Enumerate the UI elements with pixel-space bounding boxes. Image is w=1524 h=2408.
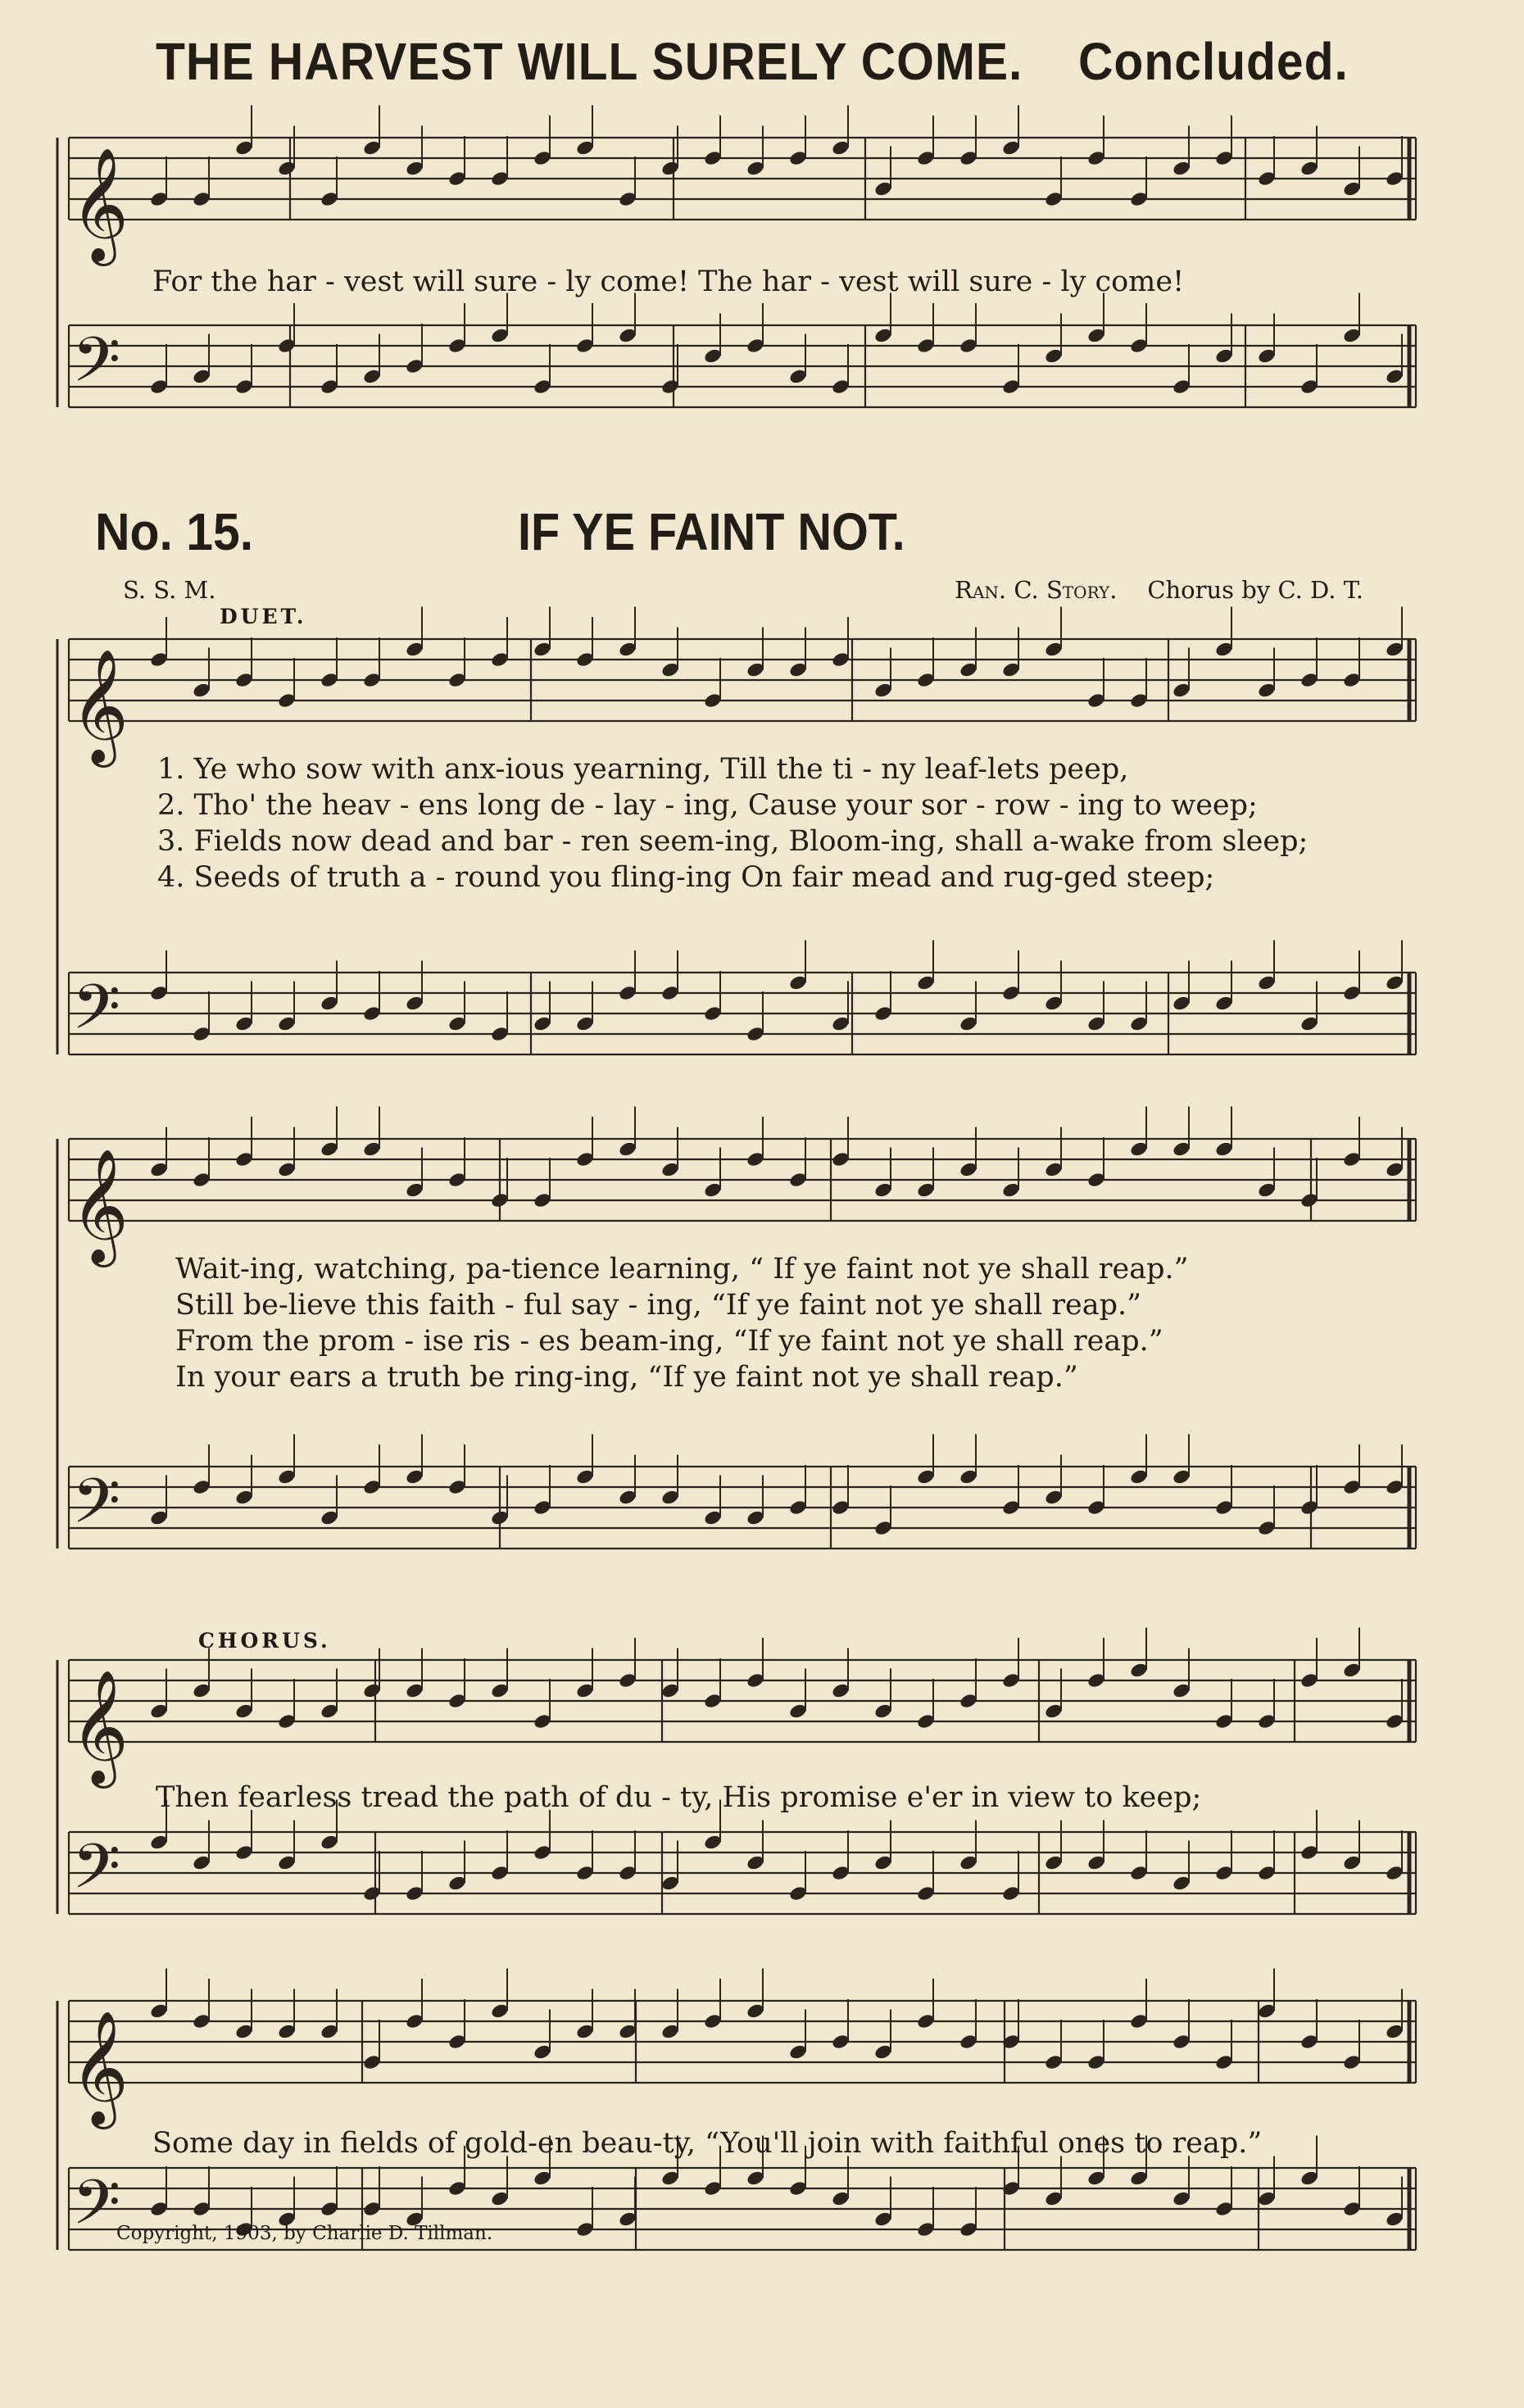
hymn-number: No. 15. <box>95 502 254 561</box>
verse-3-line-1: 3. Fields now dead and bar - ren seem-ing, Bloom-ing, shall a-wake from sleep; <box>157 825 1309 858</box>
composer-credit <box>955 576 1363 604</box>
svg-text:𝄞: 𝄞 <box>70 147 129 261</box>
top-system-lyric: For the har - vest will sure - ly come! The har - vest will sure - ly come! <box>152 265 1185 298</box>
svg-text:𝄢: 𝄢 <box>72 324 121 411</box>
svg-text:𝄞: 𝄞 <box>70 1670 129 1784</box>
copyright-notice: Copyright, 1903, by Charlie D. Tillman. <box>116 2223 493 2244</box>
verse-2-line-2: Still be-lieve this faith - ful say - ing, “If ye faint not ye shall reap.” <box>175 1289 1142 1322</box>
svg-text:𝄢: 𝄢 <box>72 971 121 1059</box>
chorus-credit: Chorus by C. D. T. <box>1147 576 1363 604</box>
hymn-title: IF YE FAINT NOT. <box>518 502 905 561</box>
song-title-concluded: THE HARVEST WILL SURELY COME. <box>156 32 1023 91</box>
author-credit: Ran. C. Story. <box>955 576 1118 604</box>
verse-3-line-2: From the prom - ise ris - es beam-ing, “If ye faint not ye shall reap.” <box>175 1325 1163 1358</box>
duet-label: DUET. <box>220 605 307 628</box>
svg-text:𝄢: 𝄢 <box>72 1830 121 1918</box>
chorus-lyric-2: Some day in fields of gold-en beau-ty, “You'll join with faithful ones to reap.” <box>152 2127 1263 2160</box>
verse-4-line-1: 4. Seeds of truth a - round you fling-ing On fair mead and rug-ged steep; <box>157 861 1215 894</box>
verses-first-line <box>157 751 1308 896</box>
concluded-label: Concluded. <box>1077 32 1349 91</box>
svg-text:𝄞: 𝄞 <box>70 649 129 763</box>
verses-second-line <box>175 1251 1189 1395</box>
svg-text:𝄢: 𝄢 <box>72 2166 121 2254</box>
lyricist-credit: S. S. M. <box>123 576 216 604</box>
chorus-label: CHORUS. <box>198 1629 331 1653</box>
svg-text:𝄞: 𝄞 <box>70 1149 129 1263</box>
svg-text:𝄢: 𝄢 <box>72 1465 121 1553</box>
verse-1-line-1: 1. Ye who sow with anx-ious yearning, Till the ti - ny leaf-lets peep, <box>157 753 1129 786</box>
verse-4-line-2: In your ears a truth be ring-ing, “If ye faint not ye shall reap.” <box>175 1361 1078 1394</box>
svg-text:𝄞: 𝄞 <box>70 2011 129 2125</box>
verse-1-line-2: Wait-ing, watching, pa-tience learning, “ If ye faint not ye shall reap.” <box>175 1253 1189 1286</box>
verse-2-line-1: 2. Tho' the heav - ens long de - lay - ing, Cause your sor - row - ing to weep; <box>157 789 1258 822</box>
chorus-lyric-1: Then fearless tread the path of du - ty, His promise e'er in view to keep; <box>156 1781 1202 1814</box>
